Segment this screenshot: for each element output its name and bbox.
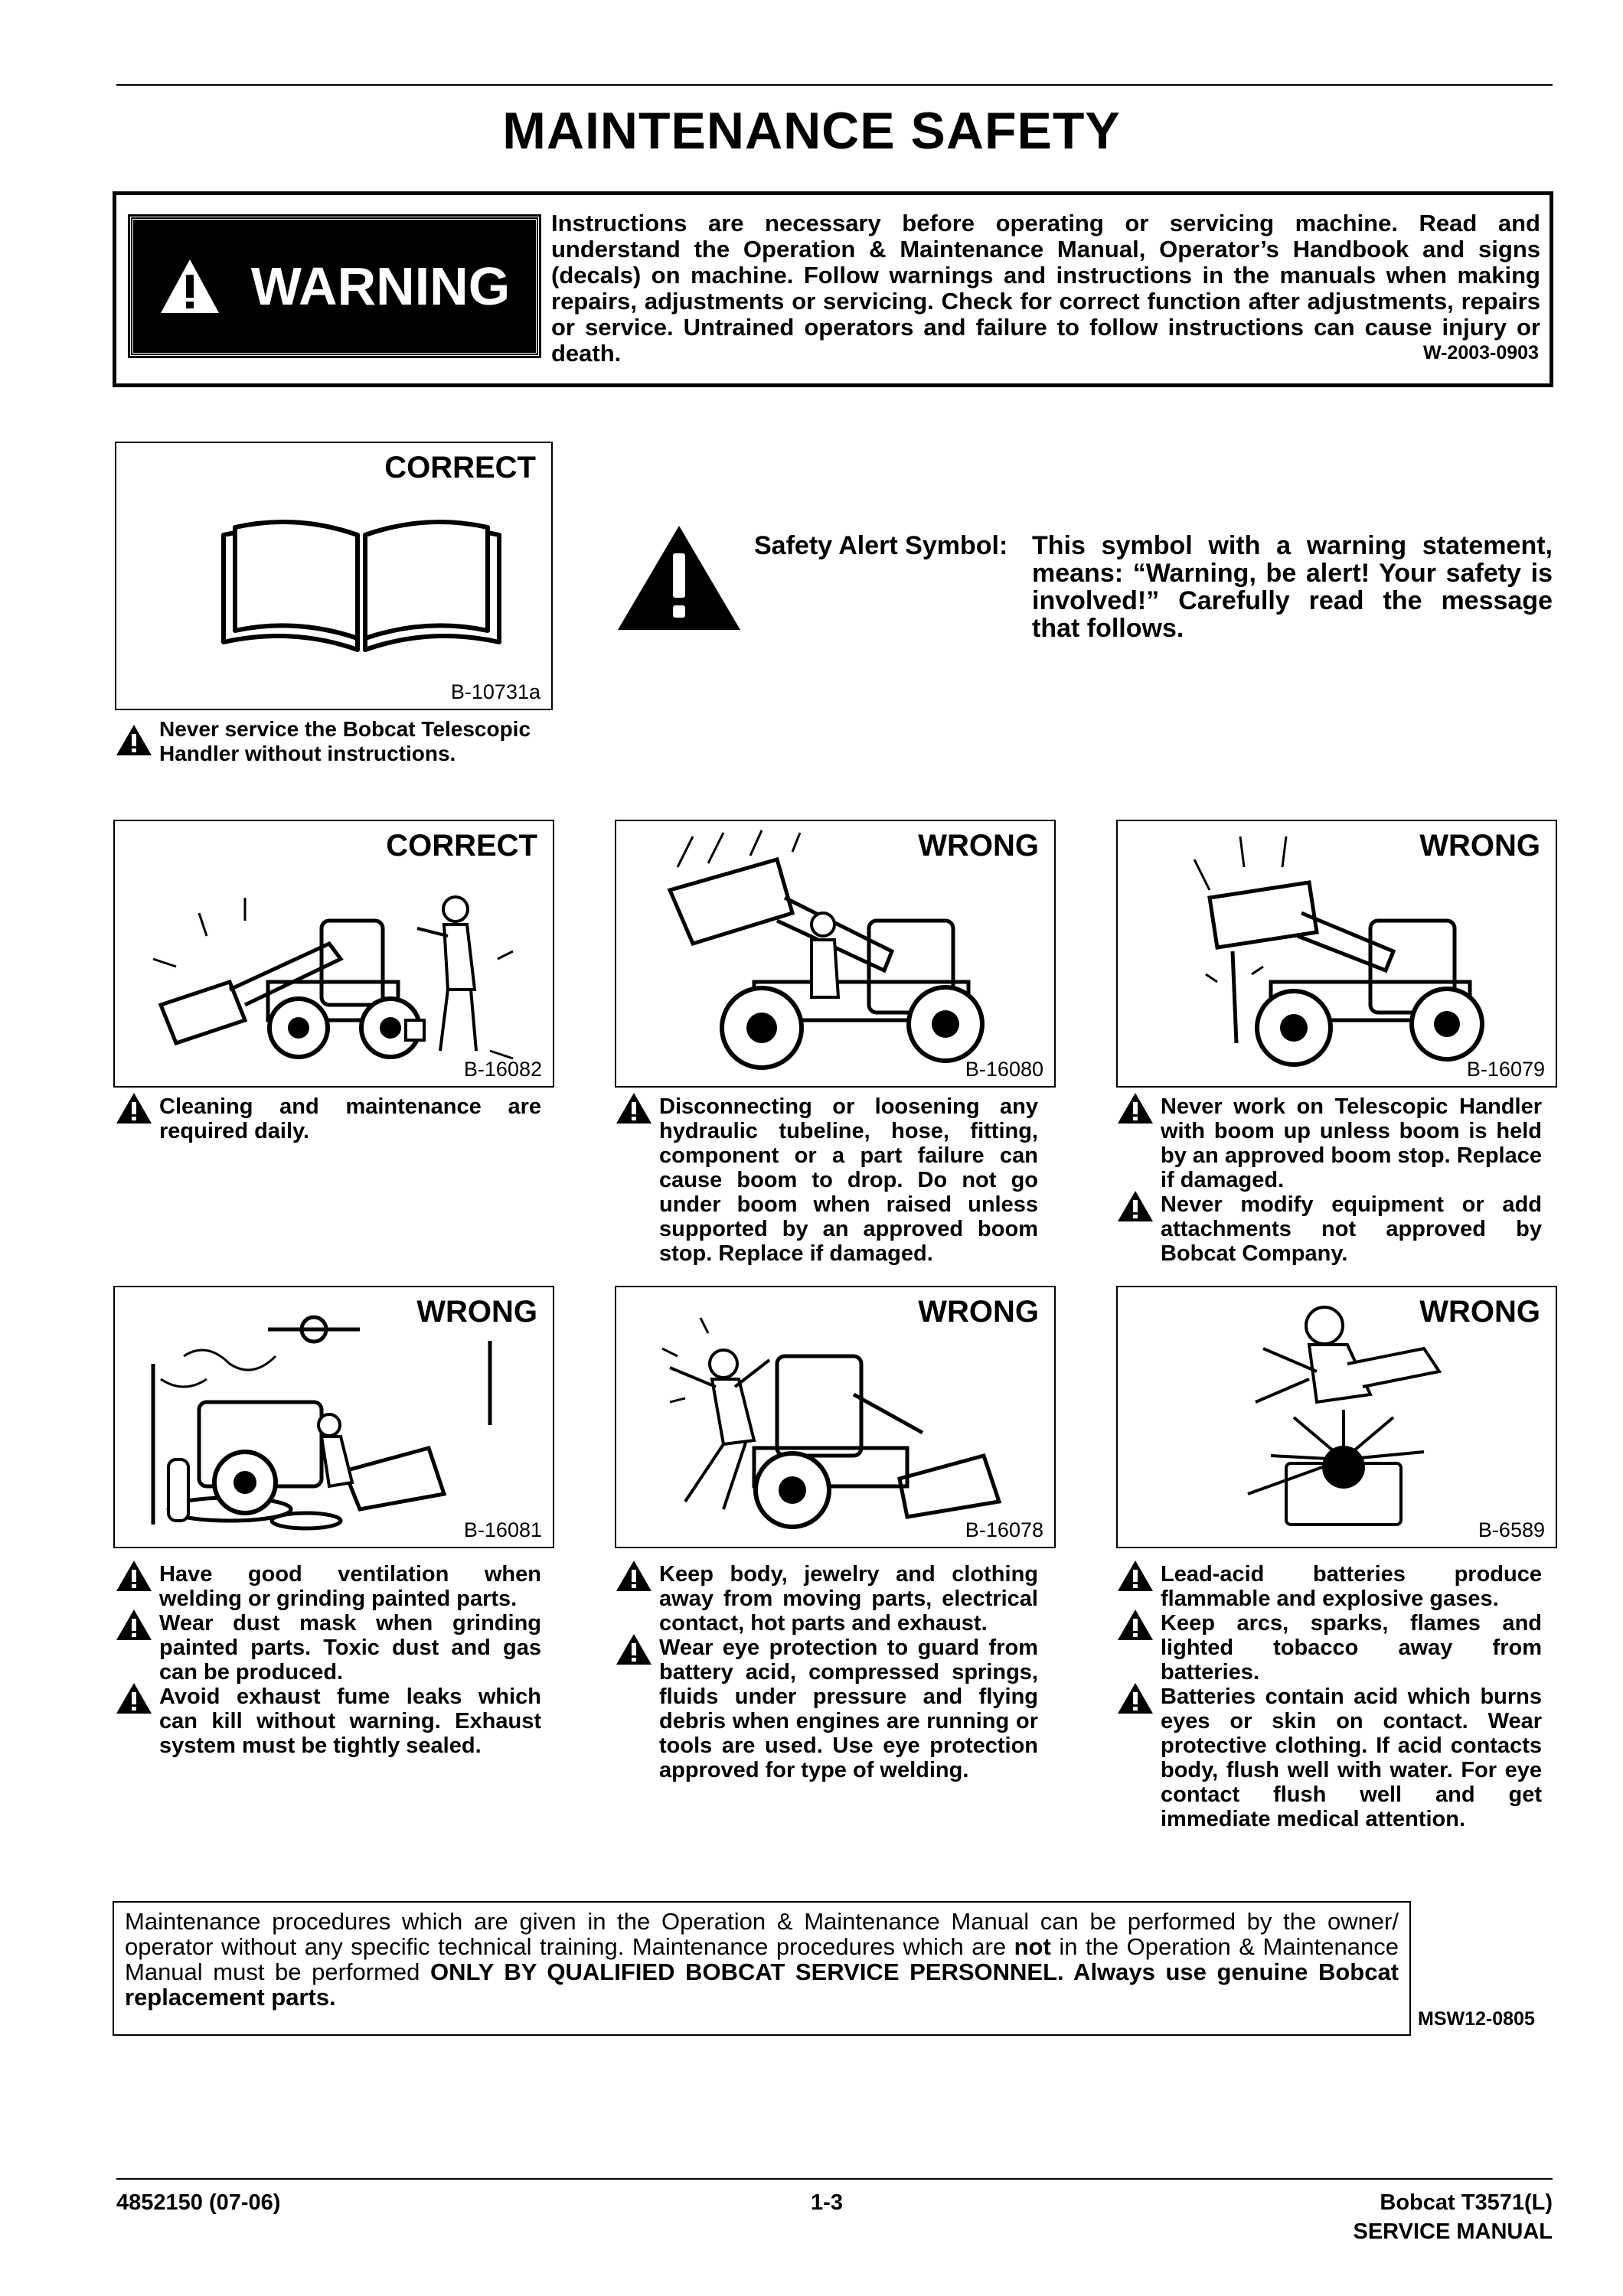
alert-triangle-icon: [615, 1559, 653, 1593]
figure-tubeline: [615, 820, 1056, 1088]
figure-code: B-16080: [965, 1058, 1043, 1081]
warning-triangle-icon: [159, 258, 220, 315]
caption-text: Never work on Telescopic Handler with boom up unless boom is held by an approved boom stop. Replace if damaged.: [1161, 1094, 1542, 1192]
captions-row1-col1: [115, 1094, 541, 1143]
figure-code: B-16078: [965, 1518, 1043, 1541]
alert-triangle-icon: [1116, 1091, 1154, 1125]
footer-rule: [116, 2178, 1553, 2180]
captions-row1-col3: [1116, 1094, 1542, 1266]
caption-text: Lead-acid batteries produce flammable and explosive gases.: [1161, 1562, 1542, 1611]
figure-boom-stop: [1116, 820, 1557, 1088]
figure-manual: [115, 442, 553, 710]
alert-triangle-icon: [115, 1091, 153, 1125]
caption-item: [615, 1094, 1038, 1266]
caption-text: Batteries contain acid which burns eyes or skin on contact. Wear protective clothing. If acid contacts body, flush well with water. For eye contact flush well and get immediate medical attention.: [1161, 1684, 1542, 1831]
alert-triangle-icon: [1116, 1559, 1154, 1593]
safety-alert-line1-text: This symbol with a warning statement,: [1032, 531, 1553, 560]
figure-label: WRONG: [1419, 1295, 1540, 1329]
warning-code: W-2003-0903: [1423, 342, 1539, 364]
welding-in-garage-illustration: [138, 1295, 521, 1532]
alert-triangle-icon: [115, 723, 153, 757]
figure-battery: [1116, 1286, 1557, 1548]
figure-cleaning: [113, 820, 554, 1088]
page-title: MAINTENANCE SAFETY: [502, 102, 1121, 160]
note-code: MSW12-0805: [1418, 2008, 1535, 2030]
alert-triangle-icon: [1116, 1608, 1154, 1642]
telehandler-boom-failure-illustration: [1148, 829, 1531, 1074]
figure-manual-caption: [115, 717, 559, 766]
captions-row2-col3: [1116, 1562, 1542, 1831]
caption-item: [615, 1562, 1038, 1636]
footer-manual-type: SERVICE MANUAL: [1353, 2219, 1553, 2244]
note-part2: in the Operation & Maintenance Manual must be performed: [125, 1933, 1399, 1985]
safety-alert-icon: [615, 523, 743, 633]
alert-triangle-icon: [615, 1091, 653, 1125]
figure-welding: [113, 1286, 554, 1548]
footer-page-number: 1-3: [811, 2190, 843, 2215]
caption-item: [115, 1094, 541, 1143]
caption-item: [115, 717, 559, 766]
warning-text: Instructions are necessary before operating or servicing machine. Read and understand the Operation & Maintenance Manual, Operator’s Handbook and signs (decals) on machine. Follow warnings and instructions in the manuals when making repairs, adjustments or servicing. Check for correct function after adjustments, repairs or service. Untrained operators and failure to follow instructions can cause injury or death.: [551, 210, 1540, 367]
alert-triangle-icon: [615, 1632, 653, 1666]
caption-item: [1116, 1094, 1542, 1192]
figure-label: WRONG: [918, 1295, 1039, 1329]
footer-model: Bobcat T3571(L): [1380, 2190, 1553, 2215]
note-bold: ONLY BY QUALIFIED BOBCAT SERVICE PERSONNEL. Always use genuine Bobcat replacement parts.: [125, 1958, 1399, 2011]
figure-code: B-16079: [1466, 1058, 1545, 1081]
caption-text: Never modify equipment or add attachments not approved by Bobcat Company.: [1161, 1192, 1542, 1266]
caption-text: Never service the Bobcat Telescopic Handler without instructions.: [159, 717, 531, 765]
caption-text: Keep body, jewelry and clothing away from moving parts, electrical contact, hot parts and exhaust.: [659, 1562, 1038, 1636]
caption-item: [1116, 1562, 1542, 1611]
note-part1: Maintenance procedures which are given in the Operation & Maintenance Manual can be performed by the owner/ operator without any specific technical training. Maintenance procedures which are: [125, 1908, 1399, 1960]
caption-item: [615, 1636, 1038, 1782]
caption-text: Disconnecting or loosening any hydraulic tubeline, hose, fitting, component or a part failure can cause boom to drop. Do not go under boom when raised unless supported by an approved boom stop. Replace if damaged.: [659, 1094, 1038, 1266]
caption-item: [1116, 1611, 1542, 1684]
captions-row2-col2: [615, 1562, 1038, 1782]
figure-code: B-16082: [463, 1058, 542, 1081]
safety-alert-rest: means: “Warning, be alert! Your safety is involved!” Carefully read the message that follows.: [1032, 559, 1553, 643]
caption-text: Cleaning and maintenance are required daily.: [159, 1094, 541, 1143]
warning-box: [113, 191, 1553, 387]
caption-item: [115, 1684, 541, 1758]
open-book-illustration: [216, 512, 507, 657]
top-rule: [116, 84, 1553, 86]
caption-text: Avoid exhaust fume leaks which can kill without warning. Exhaust system must be tightly sealed.: [159, 1684, 541, 1758]
figure-label: WRONG: [1419, 829, 1540, 863]
caption-item: [115, 1562, 541, 1611]
person-caught-illustration: [639, 1295, 1037, 1532]
safety-alert-term: Safety Alert Symbol:: [754, 531, 1008, 560]
figure-code: B-10731a: [450, 680, 540, 703]
alert-triangle-icon: [1116, 1189, 1154, 1223]
figure-code: B-6589: [1478, 1518, 1545, 1541]
caption-text: Have good ventilation when welding or grinding painted parts.: [159, 1562, 541, 1611]
figure-code: B-16081: [463, 1518, 542, 1541]
warning-label-text: WARNING: [250, 256, 511, 316]
battery-explosion-illustration: [1202, 1295, 1493, 1540]
captions-row2-col1: [115, 1562, 541, 1758]
maintenance-note: [113, 1901, 1411, 2036]
figure-label: CORRECT: [384, 451, 536, 484]
alert-triangle-icon: [115, 1608, 153, 1642]
safety-alert-line1: [754, 532, 1553, 559]
note-not: not: [1014, 1933, 1051, 1960]
caption-item: [115, 1611, 541, 1684]
caption-text: Wear dust mask when grinding painted parts. Toxic dust and gas can be produced.: [159, 1611, 541, 1684]
caption-item: [1116, 1684, 1542, 1831]
footer-doc-number: 4852150 (07-06): [116, 2190, 281, 2215]
figure-label: WRONG: [918, 829, 1039, 863]
alert-triangle-icon: [115, 1681, 153, 1715]
alert-triangle-icon: [115, 1559, 153, 1593]
caption-item: [1116, 1192, 1542, 1266]
telehandler-boom-raised-illustration: [647, 829, 1030, 1074]
caption-text: Wear eye protection to guard from battery acid, compressed springs, fluids under pressure and flying debris when engines are running or tools are used. Use eye protection approved for type of welding.: [659, 1636, 1038, 1782]
safety-alert-text: [754, 532, 1553, 642]
alert-triangle-icon: [1116, 1681, 1154, 1715]
warning-label: [130, 217, 539, 356]
captions-row1-col2: [615, 1094, 1038, 1266]
caption-text: Keep arcs, sparks, flames and lighted tobacco away from batteries.: [1161, 1611, 1542, 1684]
telehandler-cleaning-illustration: [145, 867, 528, 1066]
figure-label: CORRECT: [386, 829, 537, 863]
figure-moving-parts: [615, 1286, 1056, 1548]
figure-label: WRONG: [416, 1295, 537, 1329]
